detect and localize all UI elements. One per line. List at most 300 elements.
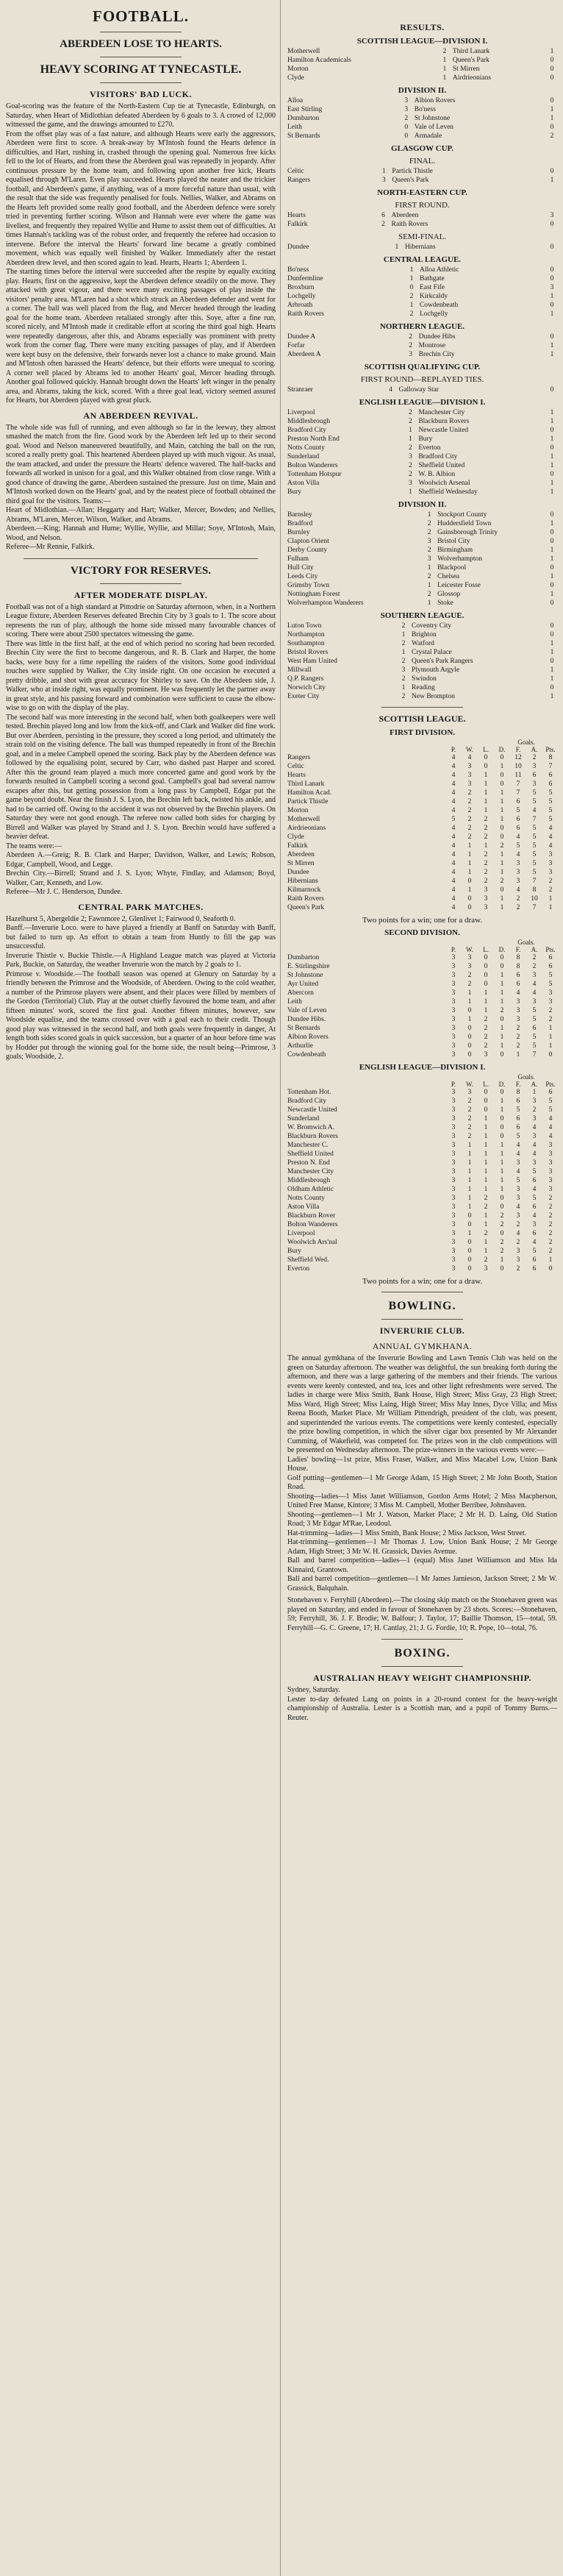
- score-cell: 0: [550, 511, 554, 519]
- stat-cell: 1: [500, 998, 504, 1006]
- stat-cell: 2: [467, 789, 472, 797]
- headline-aberdeen-lose: ABERDEEN LOSE TO HEARTS.: [60, 38, 222, 50]
- table-header: D.: [498, 746, 506, 753]
- team-cell: Partick Thistle: [392, 168, 433, 175]
- score-cell: 0: [550, 124, 554, 131]
- team-cell: Preston N. End: [287, 1159, 330, 1167]
- stat-cell: 0: [500, 1203, 504, 1211]
- result-row: [286, 435, 559, 444]
- stat-cell: 2: [548, 1203, 553, 1211]
- score-cell: 1: [401, 631, 406, 638]
- team-cell: Everton: [418, 444, 441, 452]
- stat-cell: 4: [451, 754, 456, 761]
- stat-cell: 6: [532, 772, 537, 779]
- score-cell: 1: [550, 573, 554, 580]
- table-header: [286, 1081, 445, 1088]
- stat-cell: 1: [467, 989, 472, 997]
- stat-cell: 3: [532, 1221, 537, 1228]
- stat-cell: 1: [484, 1212, 488, 1220]
- score-cell: 1: [550, 418, 554, 425]
- score-cell: 0: [550, 266, 554, 274]
- stat-cell: 2: [516, 1239, 520, 1246]
- table-row: [286, 771, 559, 780]
- team-cell: Falkirk: [287, 842, 308, 850]
- stat-cell: 8: [516, 963, 520, 970]
- team-cell: Sunderland: [287, 453, 320, 460]
- stat-cell: 2: [467, 981, 472, 988]
- stat-cell: 3: [467, 954, 472, 961]
- stat-cell: 3: [516, 1159, 520, 1167]
- score-cell: 0: [550, 582, 554, 589]
- stat-cell: 1: [467, 1203, 472, 1211]
- score-cell: 1: [550, 293, 554, 300]
- score-cell: 4: [389, 386, 392, 394]
- stat-cell: 4: [548, 825, 553, 832]
- table-header: [286, 746, 445, 753]
- stat-cell: 3: [451, 1115, 456, 1122]
- team-cell: Forfar: [287, 342, 305, 349]
- team-cell: Hearts: [287, 212, 306, 219]
- score-cell: 0: [550, 221, 554, 228]
- score-cell: 1: [427, 582, 431, 589]
- team-cell: Woolwich Arsenal: [418, 480, 470, 487]
- team-cell: Preston North End: [287, 435, 340, 443]
- stat-cell: 3: [451, 1256, 456, 1264]
- stat-cell: 5: [548, 972, 553, 979]
- team-cell: Airdrieonians: [452, 74, 492, 82]
- result-row: [286, 639, 559, 648]
- table-header: F.: [515, 746, 521, 753]
- stat-cell: 2: [548, 1016, 553, 1023]
- team-cell: Brighton: [412, 631, 437, 638]
- stat-cell: 2: [484, 851, 488, 858]
- stat-cell: 5: [532, 825, 537, 832]
- stat-cell: 3: [532, 1115, 537, 1122]
- stat-cell: 1: [500, 789, 504, 797]
- score-cell: 0: [550, 538, 554, 545]
- scot-div2-title: DIVISION II.: [398, 86, 447, 95]
- stat-cell: 2: [548, 886, 553, 894]
- stat-cell: 2: [516, 904, 520, 911]
- divider: [100, 82, 182, 83]
- team-cell: Bradford City: [418, 453, 458, 460]
- score-cell: 1: [409, 266, 414, 274]
- result-row: [286, 590, 559, 599]
- stat-cell: 4: [516, 1230, 520, 1237]
- stat-cell: 1: [500, 1168, 504, 1175]
- team-cell: Manchester City: [287, 1168, 334, 1175]
- team-cell: Motherwell: [287, 816, 320, 823]
- stat-cell: 0: [484, 763, 488, 770]
- stat-cell: 5: [532, 851, 537, 858]
- team-cell: Queen's Park: [287, 904, 324, 911]
- team-cell: Notts County: [287, 444, 325, 452]
- stat-cell: 3: [548, 1177, 553, 1184]
- stat-cell: 0: [467, 878, 472, 885]
- goals-header: Goals.: [517, 939, 535, 946]
- team-cell: Falkirk: [287, 221, 308, 228]
- divider: [24, 558, 258, 559]
- table-header: [286, 939, 445, 946]
- table-row: [286, 1006, 559, 1015]
- stat-cell: 1: [484, 989, 488, 997]
- score-cell: 1: [550, 666, 554, 674]
- score-cell: 0: [550, 427, 554, 434]
- stat-cell: 4: [451, 825, 456, 832]
- team-cell: Southampton: [287, 640, 325, 647]
- table-row: [286, 1256, 559, 1264]
- stat-cell: 2: [548, 1248, 553, 1255]
- stat-cell: 1: [500, 1159, 504, 1167]
- stat-cell: 5: [532, 1168, 537, 1175]
- team-cell: Rangers: [287, 177, 311, 184]
- stat-cell: 1: [500, 1106, 504, 1114]
- stat-cell: 2: [500, 1007, 504, 1014]
- stat-cell: 7: [516, 780, 520, 788]
- table-row: [286, 797, 559, 806]
- stat-cell: 0: [500, 1230, 504, 1237]
- team-cell: Blackburn Rovers: [418, 418, 470, 425]
- stat-cell: 4: [548, 1124, 553, 1131]
- stat-cell: 3: [467, 963, 472, 970]
- column-divider: [280, 0, 281, 2576]
- stat-cell: 2: [500, 878, 504, 885]
- stat-cell: 0: [500, 1195, 504, 1202]
- stat-cell: 1: [467, 1230, 472, 1237]
- central-league-title: CENTRAL LEAGUE.: [383, 255, 462, 264]
- stat-cell: 2: [516, 1265, 520, 1273]
- stat-cell: 4: [532, 1212, 537, 1220]
- stat-cell: 4: [516, 851, 520, 858]
- result-row: [286, 657, 559, 666]
- stat-cell: 0: [467, 895, 472, 903]
- stat-cell: 2: [467, 1124, 472, 1131]
- stat-cell: 0: [467, 1033, 472, 1041]
- team-cell: Leicester Fosse: [437, 582, 481, 589]
- subheading-moderate-display: AFTER MODERATE DISPLAY.: [73, 589, 208, 600]
- team-cell: Dundee: [287, 243, 309, 251]
- stat-cell: 1: [467, 1150, 472, 1158]
- points-note: Two points for a win; one for a draw.: [362, 916, 483, 925]
- stat-cell: 4: [516, 1142, 520, 1149]
- team-cell: Kilmarnock: [287, 886, 321, 894]
- stat-cell: 6: [548, 963, 553, 970]
- stat-cell: 6: [516, 972, 520, 979]
- team-cell: Bathgate: [419, 275, 445, 282]
- table-row: [286, 903, 559, 912]
- score-cell: 2: [381, 221, 385, 228]
- results-table: [286, 96, 559, 140]
- stat-cell: 3: [451, 1142, 456, 1149]
- score-cell: 1: [550, 649, 554, 656]
- stat-cell: 2: [484, 816, 488, 823]
- table-row: [286, 1167, 559, 1176]
- stat-cell: 1: [500, 895, 504, 903]
- stat-cell: 1: [484, 1159, 488, 1167]
- score-cell: 2: [401, 622, 406, 630]
- score-cell: 1: [408, 435, 412, 443]
- stat-cell: 4: [451, 878, 456, 885]
- stat-cell: 4: [516, 1150, 520, 1158]
- team-cell: Raith Rovers: [287, 310, 324, 318]
- stat-cell: 2: [532, 1106, 537, 1114]
- stat-cell: 2: [467, 1106, 472, 1114]
- table-header: [494, 1073, 510, 1081]
- results-table: [286, 385, 559, 394]
- stat-cell: 3: [516, 1186, 520, 1193]
- team-cell: Dundee: [287, 869, 309, 876]
- stat-cell: 1: [532, 1089, 537, 1096]
- stat-cell: 2: [467, 816, 472, 823]
- stat-cell: 0: [484, 1097, 488, 1105]
- result-row: [286, 452, 559, 461]
- stat-cell: 1: [484, 998, 488, 1006]
- stat-cell: 3: [532, 998, 537, 1006]
- result-row: [286, 266, 559, 274]
- table-row: [286, 971, 559, 980]
- stat-cell: 2: [532, 754, 537, 761]
- stat-cell: 1: [484, 1186, 488, 1193]
- boxing-subtitle: AUSTRALIAN HEAVY WEIGHT CHAMPIONSHIP.: [312, 1673, 531, 1683]
- stat-cell: 1: [467, 998, 472, 1006]
- stat-cell: 3: [451, 1159, 456, 1167]
- stat-cell: 3: [484, 1265, 488, 1273]
- team-cell: Glossop: [437, 591, 461, 598]
- team-cell: Manchester C.: [287, 1142, 329, 1149]
- table-row: [286, 1114, 559, 1123]
- stat-cell: 6: [516, 1097, 520, 1105]
- stat-cell: 1: [467, 1186, 472, 1193]
- stat-cell: 4: [451, 789, 456, 797]
- score-cell: 0: [550, 684, 554, 691]
- team-cell: Albion Rovers: [287, 1033, 329, 1041]
- team-cell: St Mirren: [452, 65, 480, 73]
- team-cell: Tottenham Hotspur: [287, 471, 342, 478]
- table-row: [286, 806, 559, 815]
- table-row: [286, 842, 559, 850]
- table-header: D.: [498, 1081, 506, 1088]
- result-row: [286, 510, 559, 519]
- team-cell: Crystal Palace: [412, 649, 452, 656]
- stat-cell: 2: [500, 1239, 504, 1246]
- score-cell: 1: [401, 649, 406, 656]
- team-cell: Hearts: [287, 772, 306, 779]
- table-header: [286, 946, 445, 953]
- stat-cell: 3: [451, 1186, 456, 1193]
- stat-cell: 4: [532, 1150, 537, 1158]
- result-row: [286, 211, 559, 220]
- team-cell: Fulham: [287, 555, 309, 563]
- team-cell: Barnsley: [287, 511, 312, 519]
- result-row: [286, 563, 559, 572]
- stat-cell: 3: [467, 772, 472, 779]
- table-header: F.: [515, 1081, 521, 1088]
- table-row: [286, 1141, 559, 1150]
- score-cell: 0: [550, 243, 554, 251]
- score-cell: 0: [550, 471, 554, 478]
- stat-cell: 3: [451, 1007, 456, 1014]
- stat-cell: 1: [467, 1016, 472, 1023]
- divider: [381, 1666, 463, 1667]
- team-cell: Bristol Rovers: [287, 649, 329, 656]
- stat-cell: 4: [516, 833, 520, 841]
- goals-header: Goals.: [517, 1073, 535, 1081]
- table-header: P.: [451, 1081, 456, 1088]
- northern-league-title: NORTHERN LEAGUE.: [379, 322, 465, 331]
- stat-cell: 1: [500, 763, 504, 770]
- table-header: L.: [483, 1081, 489, 1088]
- table-header: Pts.: [545, 746, 556, 753]
- stat-cell: 3: [516, 1248, 520, 1255]
- scottish-standings-subtitle: FIRST DIVISION.: [389, 728, 456, 737]
- stat-cell: 1: [467, 1177, 472, 1184]
- stat-cell: 0: [467, 1051, 472, 1058]
- team-cell: Bolton Wanderers: [287, 1221, 338, 1228]
- stat-cell: 1: [467, 842, 472, 850]
- team-cell: Motherwell: [287, 48, 320, 55]
- stat-cell: 0: [500, 1115, 504, 1122]
- score-cell: 2: [408, 409, 412, 416]
- score-cell: 1: [408, 488, 412, 496]
- stat-cell: 2: [484, 860, 488, 867]
- result-row: [286, 350, 559, 359]
- score-cell: 3: [409, 351, 413, 358]
- inverurie-club-title: INVERURIE CLUB.: [379, 1326, 465, 1336]
- result-row: [286, 417, 559, 426]
- team-cell: Exeter City: [287, 693, 320, 700]
- stat-cell: 0: [467, 1212, 472, 1220]
- stat-cell: 2: [516, 1221, 520, 1228]
- article-hearts-aberdeen: Goal-scoring was the feature of the North-Eastern Cup tie at Tynecastle, Edinburgh, on Saturday, when Heart of Midlothian defeated Aberdeen by 6 goals to 3. A crowd of 12,000 witnessed the game, and the drawings amounted to £270. From the offset play was of a fast nature, and although Hearts were early the aggressors, Aberdeen were first to score. A break-away by M'Intosh found the Hearts defence in difficulties, and Hart, rushing in, crashed through the opening goal. Numerous free kicks fell to the lot of Hearts, and from these the Aberdeen goal was repeatedly in jeopardy. After continuous pressure by the home team, and following upon another free kick, Hearts equalised through M'Laren. Even play succeeded. Hearts played the neater and the trickier football, and Aberdeen's game, if anything, was of a more forceful nature than usual, with the result that the side was frequently penalised for fouls. Nellies, Walker, and Abrams on the Hearts left provided some really good football, and the Aberdeen defence were sorely tried in preventing further scoring. Wilson and Hannah were ever where the game was liveliest, and frequently they repaired Wyllie and Hume to assist them out of difficulties. At times Hannah's tackling was of the robust order, and frequently the referee had occasion to intervene. Before the interval the Hearts' forward line became a greatly combined movement, which was equally well finished by Walker. Immediately after the restart Aberdeen drew level, and then scored again to lead. Hearts, Hearts 1; Aberdeen 1. The starting times before the interval were succeeded after the respite by equally exciting play. Hearts, first on the aggressive, kept the Aberdeen defence steadily on the move. They attacked with great vigour, and there were many exciting passages of play inside the visitors' penalty area. M'Laren had a shot which struck an Aberdeen defender and went for a corner. The ball was well placed from the flag, and Mercer headed through the leading goal for the home team. Aberdeen retaliated strongly after this. Soye, after a fine run, scored nicely, and M'Intosh made it creditable effort at scoring the third goal high. Hearts were repeatedly dangerous, after this, and Abrams especially was prominent with pretty work from the corner flag. There were many exciting passages of play, and if Aberdeen were kept busy on the defensive, their forwards never lost a chance to make ground. Main and M'Intosh often harassed the Hearts' defence, but their efforts were unequal to scoring. A corner well placed by Abrams led to another Hearts' goal, Mercer heading through. Another goal followed quickly. Hannah brought down the Hearts' left winger in the penalty area, and Abrams, taking the kick, scored. With a three goal lead, victory seemed assured for Hearts, but Aberdeen played with great pluck.: [6, 102, 276, 405]
- team-cell: Leith: [287, 124, 303, 131]
- stat-cell: 10: [514, 763, 522, 770]
- stat-cell: 3: [451, 1124, 456, 1131]
- team-cell: Dumbarton: [287, 115, 320, 122]
- score-cell: 1: [442, 65, 447, 73]
- stat-cell: 0: [500, 754, 504, 761]
- score-cell: 1: [550, 177, 554, 184]
- result-row: [286, 479, 559, 488]
- score-cell: 2: [442, 48, 447, 55]
- results-table: [286, 243, 559, 252]
- stat-cell: 2: [484, 1230, 488, 1237]
- score-cell: 1: [550, 480, 554, 487]
- score-cell: 3: [427, 538, 431, 545]
- stat-cell: 12: [514, 754, 522, 761]
- stat-cell: 2: [500, 1221, 504, 1228]
- stat-cell: 0: [500, 954, 504, 961]
- results-table: [286, 622, 559, 701]
- stat-cell: 0: [467, 1007, 472, 1014]
- score-cell: 0: [550, 168, 554, 175]
- stat-cell: 1: [500, 869, 504, 876]
- result-row: [286, 74, 559, 82]
- stat-cell: 1: [500, 1025, 504, 1032]
- score-cell: 2: [401, 693, 406, 700]
- points-note: Two points for a win; one for a draw.: [362, 1277, 483, 1286]
- stat-cell: 1: [484, 1177, 488, 1184]
- results-table: [286, 266, 559, 319]
- team-cell: West Ham United: [287, 658, 337, 665]
- result-row: [286, 426, 559, 435]
- stat-cell: 1: [484, 807, 488, 814]
- table-row: [286, 894, 559, 903]
- stat-cell: 0: [500, 963, 504, 970]
- team-cell: Aston Villa: [287, 480, 320, 487]
- stat-cell: 6: [516, 1115, 520, 1122]
- scottish-standings-title: SCOTTISH LEAGUE.: [379, 714, 466, 724]
- stat-cell: 1: [500, 1150, 504, 1158]
- table-row: [286, 1033, 559, 1042]
- stat-cell: 0: [500, 1133, 504, 1140]
- stat-cell: 5: [532, 1248, 537, 1255]
- stat-cell: 3: [516, 1195, 520, 1202]
- stat-cell: 3: [451, 1212, 456, 1220]
- stat-cell: 4: [451, 807, 456, 814]
- stat-cell: 5: [548, 1097, 553, 1105]
- stat-cell: 3: [451, 1230, 456, 1237]
- stat-cell: 1: [500, 807, 504, 814]
- stat-cell: 6: [532, 1265, 537, 1273]
- stat-cell: 3: [548, 1168, 553, 1175]
- stat-cell: 1: [548, 904, 553, 911]
- score-cell: 0: [550, 599, 554, 607]
- score-cell: 3: [408, 480, 412, 487]
- result-row: [286, 167, 559, 176]
- team-cell: Hibernians: [404, 243, 436, 251]
- stat-cell: 3: [451, 1016, 456, 1023]
- table-header: [494, 939, 510, 946]
- table-header: D.: [498, 946, 506, 953]
- stat-cell: 3: [451, 1248, 456, 1255]
- team-cell: Sheffield Wednesday: [418, 488, 478, 496]
- stat-cell: 4: [451, 860, 456, 867]
- stat-cell: 2: [467, 972, 472, 979]
- stat-cell: 3: [532, 1097, 537, 1105]
- team-cell: Watford: [412, 640, 434, 647]
- results-table: [286, 47, 559, 82]
- team-cell: Hamilton Academicals: [287, 57, 351, 64]
- stat-cell: 5: [532, 833, 537, 841]
- team-cell: Aberdeen A: [287, 351, 321, 358]
- team-cell: Alloa Athletic: [419, 266, 459, 274]
- score-cell: 0: [550, 631, 554, 638]
- stat-cell: 3: [451, 1051, 456, 1058]
- team-cell: Clyde: [287, 833, 304, 841]
- team-cell: Vale of Leven: [414, 124, 454, 131]
- team-cell: Reading: [412, 684, 435, 691]
- stat-cell: 4: [532, 1239, 537, 1246]
- stat-cell: 3: [451, 989, 456, 997]
- table-row: [286, 1176, 559, 1185]
- stat-cell: 1: [484, 798, 488, 805]
- stat-cell: 6: [532, 1025, 537, 1032]
- stat-cell: 3: [451, 1106, 456, 1114]
- score-cell: 1: [550, 115, 554, 122]
- stat-cell: 5: [532, 860, 537, 867]
- stat-cell: 3: [451, 1133, 456, 1140]
- eng-div1-title: ENGLISH LEAGUE—DIVISION I.: [359, 398, 486, 407]
- team-cell: Bradford City: [287, 1097, 327, 1105]
- stat-cell: 5: [532, 798, 537, 805]
- stat-cell: 2: [467, 833, 472, 841]
- result-row: [286, 65, 559, 74]
- score-cell: 0: [550, 57, 554, 64]
- team-cell: Northampton: [287, 631, 325, 638]
- stat-cell: 4: [451, 895, 456, 903]
- stat-cell: 4: [532, 1124, 537, 1131]
- result-row: [286, 341, 559, 350]
